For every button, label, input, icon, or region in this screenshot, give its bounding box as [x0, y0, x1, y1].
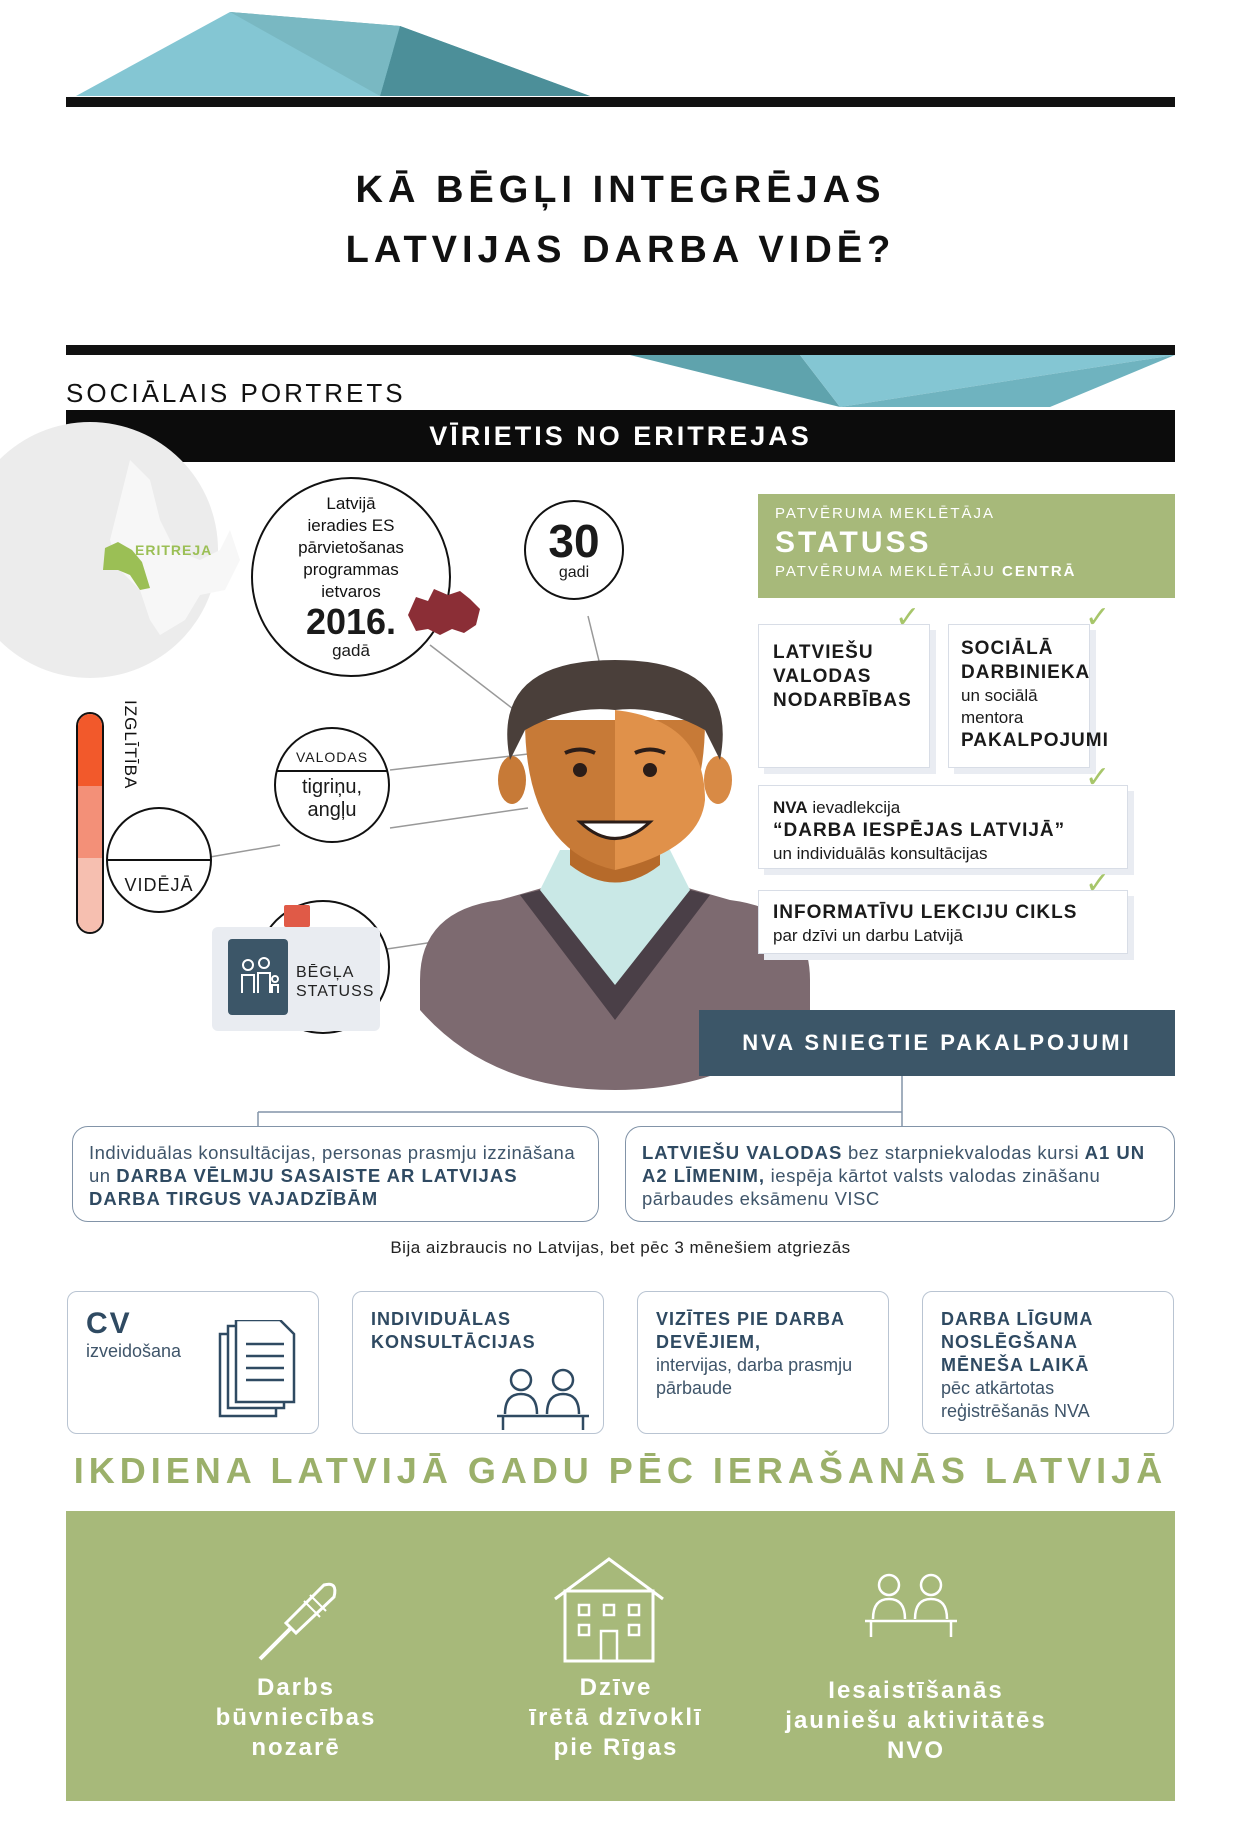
check-icon: ✓: [1085, 761, 1111, 794]
family-icon: [228, 939, 288, 1015]
education-circle: [106, 807, 212, 913]
status-bottom-normal: PATVĒRUMA MEKLĒTĀJU: [775, 563, 1002, 580]
step-visits-normal: intervijas, darba prasmju pārbaude: [656, 1355, 853, 1398]
step-cv: [67, 1291, 319, 1434]
status-big: STATUSS: [775, 526, 932, 559]
age-unit: gadi: [558, 564, 590, 581]
consult-normal: Individuālas konsultācijas, personas prasmju izzināšana un: [89, 1142, 576, 1186]
education-level: VIDĒJĀ: [124, 874, 194, 895]
daily-home-line1: Dzīve: [579, 1674, 653, 1701]
nva-bold1: NVA: [773, 798, 808, 817]
lang-normal1: bez starpniekvalodas kursi: [842, 1142, 1085, 1163]
arrival-line2: ieradies ES: [307, 516, 395, 535]
step-consult-bold: INDIVIDUĀLAS KONSULTĀCIJAS: [371, 1309, 536, 1352]
consult-bold: DARBA VĒLMJU SASAISTE AR LATVIJAS DARBA TIRGUS VAJADZĪBĀM: [89, 1165, 518, 1209]
arrival-line1: Latvijā: [326, 494, 376, 513]
arrival-line4: programmas: [303, 560, 399, 579]
step-contract-normal: pēc atkārtotas reģistrēšanās NVA: [941, 1378, 1090, 1421]
lang-bold1: LATVIEŠU VALODAS: [642, 1142, 843, 1163]
step-visits-bold: VIZĪTES PIE DARBA DEVĒJIEM,: [656, 1309, 845, 1352]
education-label: IZGLĪTĪBA: [121, 700, 140, 790]
languages-label: VALODAS: [295, 749, 369, 766]
info-lectures-card: [758, 890, 1128, 954]
latvian-line3: NODARBĪBAS: [773, 690, 912, 711]
section-label: SOCIĀLAIS PORTRETS: [66, 378, 406, 408]
daily-home-line3: pie Rīgas: [553, 1734, 679, 1761]
nva-consultation-box: [72, 1126, 599, 1222]
step-cv-bold: CV: [86, 1307, 132, 1340]
social-line4: mentora: [961, 708, 1024, 727]
latvia-map-icon: [404, 585, 484, 641]
education-bar: [76, 712, 104, 934]
nva-lecture-card: [758, 785, 1128, 869]
nva-tree-lines: [0, 1076, 1241, 1126]
daily-work-line2: būvniecības: [215, 1704, 377, 1731]
arrival-line3: pārvietošanas: [298, 538, 404, 557]
arrival-year: 2016.: [305, 601, 397, 642]
nva-services-bar: NVA SNIEGTIE PAKALPOJUMI: [699, 1010, 1175, 1076]
daily-home-line2: īrētā dzīvoklī: [529, 1704, 703, 1731]
daily-ngo-line3: NVO: [886, 1737, 945, 1764]
daily-work-line1: Darbs: [256, 1674, 336, 1701]
info-normal: par dzīvi un darbu Latvijā: [773, 926, 963, 945]
latvian-line1: LATVIEŠU: [773, 642, 874, 663]
arrival-line5: ietvaros: [321, 582, 381, 601]
social-line5: PAKALPOJUMI: [961, 730, 1109, 751]
nva-bold2: “DARBA IESPĒJAS LATVIJĀ”: [773, 820, 1066, 841]
status-bottom-bold: CENTRĀ: [1001, 563, 1077, 580]
house-icon: [549, 1555, 669, 1665]
latvian-classes-card: [758, 624, 930, 768]
lang-normal2: iespēja kārtot valsts valodas zināšanu pārbaudes eksāmenu VISC: [642, 1165, 1101, 1209]
status-top: PATVĒRUMA MEKLĒTĀJA: [775, 505, 995, 522]
step-cv-normal: izveidošana: [86, 1341, 182, 1361]
social-worker-card: [948, 624, 1109, 768]
refugee-status-line1: BĒGĻA: [296, 964, 355, 981]
daily-panel: [66, 1511, 1175, 1801]
daily-work-line3: nozarē: [251, 1734, 341, 1761]
arrival-circle: [251, 477, 451, 677]
refugee-status-card: [212, 927, 380, 1031]
daily-ngo-line2: jauniešu aktivitātēs: [785, 1707, 1047, 1734]
step-consultations: [352, 1291, 604, 1434]
age-value: 30: [548, 515, 600, 567]
lang-bold2: A1 UN A2 LĪMENIM,: [642, 1142, 1146, 1186]
social-line2: DARBINIEKA: [961, 662, 1091, 683]
arrival-suffix: gadā: [332, 641, 370, 660]
languages-circle: [274, 727, 390, 843]
step-contract: [922, 1291, 1174, 1434]
languages-line1: tigriņu,: [301, 775, 363, 798]
social-line3: un sociālā: [961, 686, 1038, 705]
daily-ngo-line1: Iesaistīšanās: [828, 1677, 1004, 1704]
meeting-icon: [493, 1362, 593, 1432]
refugee-status-line2: STATUSS: [296, 983, 375, 1000]
nva-normal1: ievadlekcija: [807, 798, 901, 817]
nva-normal2: un individuālās konsultācijas: [773, 844, 988, 863]
status-box: [758, 494, 1175, 598]
social-line1: SOCIĀLĀ: [961, 638, 1054, 659]
check-icon: ✓: [1085, 601, 1111, 634]
trowel-icon: [246, 1571, 346, 1671]
step-contract-bold: DARBA LĪGUMA NOSLĒGŠANA MĒNEŠA LAIKĀ: [941, 1309, 1093, 1375]
page-title-line1: KĀ BĒGĻI INTEGRĒJAS: [355, 169, 886, 211]
nva-language-box: [625, 1126, 1175, 1222]
people-icon: [861, 1567, 961, 1647]
age-circle: [524, 500, 624, 600]
portrait-bar: VĪRIETIS NO ERITREJAS: [66, 410, 1175, 462]
map-label: ERITREJA: [135, 542, 213, 558]
latvian-line2: VALODAS: [773, 666, 872, 687]
check-icon: ✓: [895, 601, 921, 634]
languages-line2: angļu: [307, 798, 357, 821]
step-visits: [637, 1291, 889, 1434]
return-note: Bija aizbraucis no Latvijas, bet pēc 3 mēnešiem atgriezās: [390, 1238, 851, 1257]
page-title-line2: LATVIJAS DARBA VIDĒ?: [345, 229, 896, 271]
info-bold: INFORMATĪVU LEKCIJU CIKLS: [773, 902, 1078, 923]
daily-heading: IKDIENA LATVIJĀ GADU PĒC IERAŠANĀS LATVIJĀ: [73, 1450, 1168, 1491]
document-icon: [218, 1320, 298, 1420]
check-icon: ✓: [1085, 867, 1111, 900]
